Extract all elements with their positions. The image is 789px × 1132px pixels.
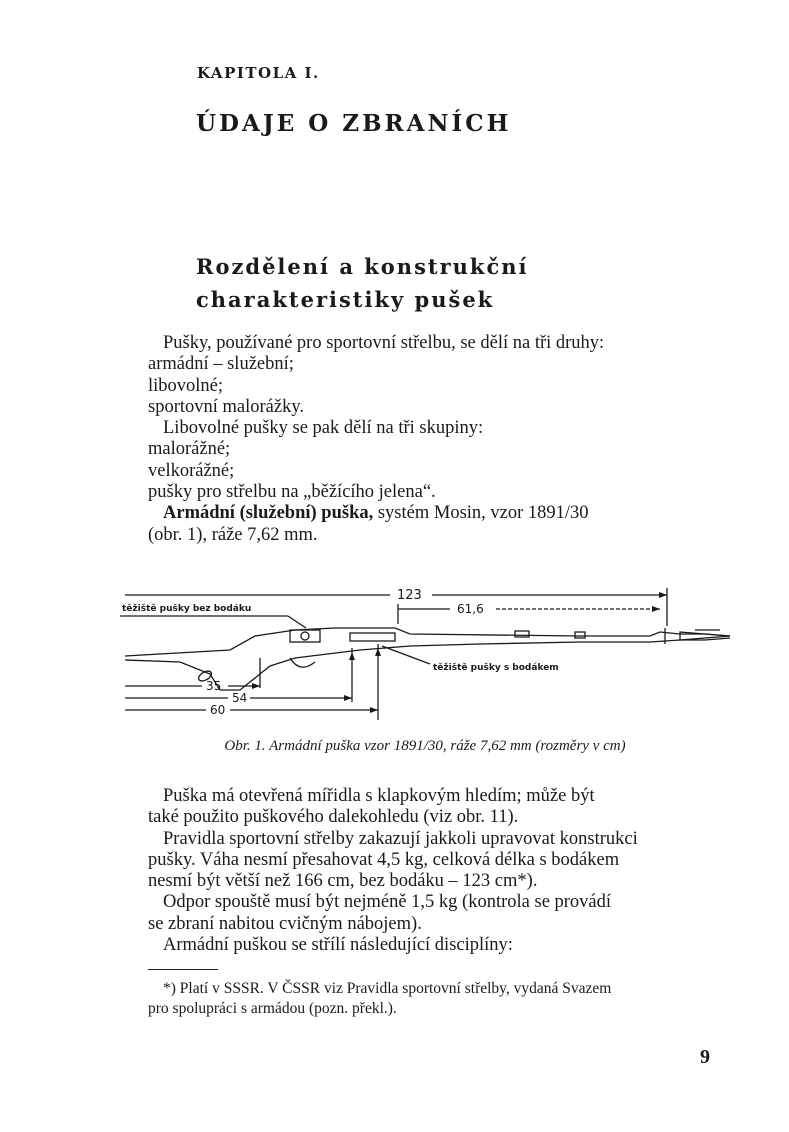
magazine [350,633,395,641]
arrowhead [659,592,667,598]
section-title-line-2: charakteristiky pušek [196,287,495,312]
paragraph-sights: Puška má otevřená mířidla s klapkovým hledím; může být [163,786,595,806]
dim-label-barrel: 61,6 [457,602,484,616]
main-text [148,786,728,956]
paragraph-sights-cont: také použito puškového dalekohledu (viz obr. 11). [148,807,519,828]
rifle-system: systém Mosin, vzor 1891/30 [373,503,589,524]
paragraph-trigger: Odpor spouště musí být nejméně 1,5 kg (kontrola se provádí [163,892,612,913]
intro-list-item: sportovní malorážky. [148,396,305,417]
section-title [196,250,529,316]
rifle-figure [120,578,730,728]
intro-paragraph-1: Pušky, používané pro sportovní střelbu, se dělí na tři druhy: [163,333,605,353]
chapter-label: KAPITOLA I. [197,64,320,82]
intro-list-item: velkorážné; [148,460,235,481]
paragraph-rules: Pravidla sportovní střelby zakazují jakkoli upravovat konstrukci [163,828,638,849]
arrowhead [252,683,260,689]
leader-line [288,616,306,628]
paragraph-rules-cont: pušky. Váha nesmí přesahovat 4,5 kg, celková délka s bodákem [148,849,620,870]
intro-paragraph-2: Libovolné pušky se pak dělí na tři skupiny: [163,418,484,439]
chapter-title: ÚDAJE O ZBRANÍCH [196,110,512,137]
intro-text [148,333,728,546]
dim-label-35: 35 [206,679,222,693]
paragraph-disciplines: Armádní puškou se střílí následující disciplíny: [163,935,513,956]
intro-list-item: armádní – služební; [148,354,294,375]
figure-caption: Obr. 1. Armádní puška vzor 1891/30, ráže 7,62 mm (rozměry v cm) [224,738,626,754]
dim-label-total: 123 [397,588,422,603]
section-title-line-1: Rozdělení a konstrukční [196,254,529,279]
footnote-rule [148,969,218,970]
arrowhead [370,707,378,713]
paragraph-trigger-cont: se zbraní nabitou cvičným nábojem). [148,913,422,934]
front-band [515,631,529,637]
intro-list-item: malorážné; [148,439,231,460]
arrowhead [349,652,355,660]
footnote-line-2: pro spolupráci s armádou (pozn. překl.). [148,1000,397,1017]
label-cog-without-bayonet: těžiště pušky bez bodáku [122,604,252,614]
footnote-line-1: *) Platí v SSSR. V ČSSR viz Pravidla sportovní střelby, vydaná Svazem [163,980,612,997]
dim-label-54: 54 [232,691,248,705]
rifle-name-bold: Armádní (služební) puška, [163,503,374,524]
intro-list-item: pušky pro střelbu na „běžícího jelena“. [148,482,436,503]
page-number: 9 [700,1046,710,1068]
label-cog-with-bayonet: těžiště pušky s bodákem [433,663,559,673]
intro-paragraph-3 [148,503,728,524]
intro-list-item: libovolné; [148,375,224,396]
bolt-knob [301,632,309,640]
footnote [148,979,728,1019]
rifle-caliber: (obr. 1), ráže 7,62 mm. [148,524,318,545]
leader-line-bayonet [382,646,430,664]
dim-label-60: 60 [210,703,226,717]
rear-band [575,632,585,638]
trigger-guard [290,658,315,667]
arrowhead [344,695,352,701]
arrowhead [652,606,660,612]
paragraph-rules-cont: nesmí být větší než 166 cm, bez bodáku – 123 cm*). [148,871,538,892]
